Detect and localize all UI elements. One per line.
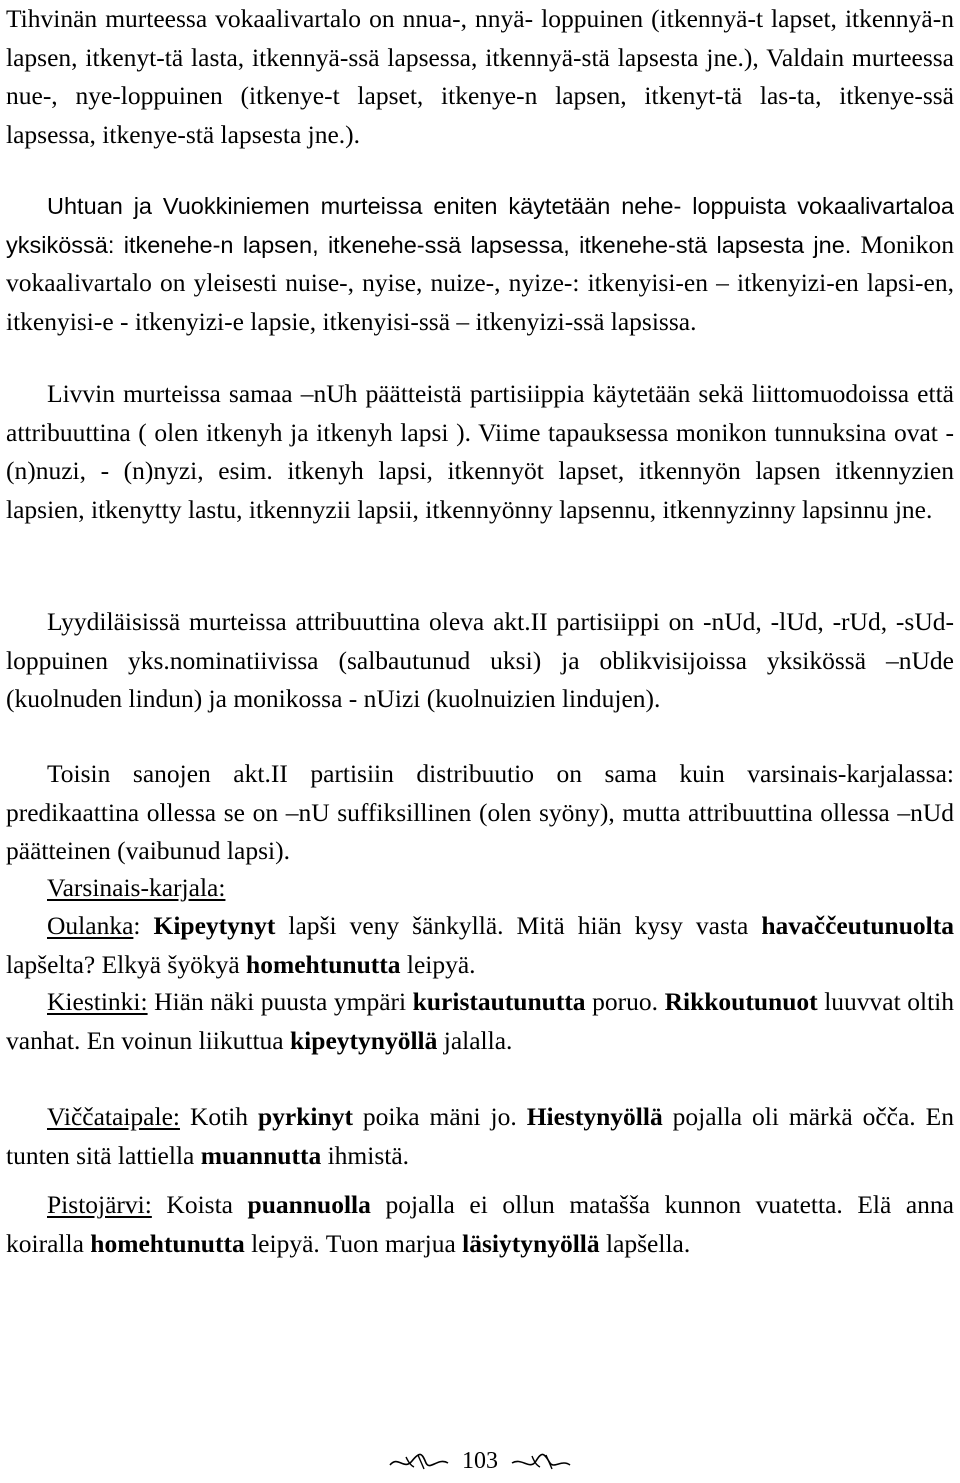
example-text: ihmistä. [321, 1140, 410, 1170]
example-text: lapši veny šänkyllä. Mitä hiän kysy vasta [275, 911, 762, 940]
paragraph-text: Monikon vokaalivartalo on yleisesti nuise-, nyise, nuize-, nyize-: itkenyisi-en – itkenyizi-en lapsi-en, itkenyisi-e - itkenyizi-e lapsie, itkenyisi-ssä – itkenyizi-ssä lapsissa. [6, 229, 954, 336]
bold-term: Rikkoutunuot [664, 987, 818, 1016]
bold-term: Kipeytynyt [153, 911, 276, 940]
example-oulanka [6, 907, 954, 984]
bold-term: pyrkinyt [258, 1102, 353, 1131]
example-text: poruo. [585, 987, 665, 1016]
bold-term: homehtunutta [90, 1228, 245, 1258]
paragraph-text: Lyydiläisissä murteissa attribuuttina oleva akt.II partisiippi on -nUd, -lUd, -rUd, -sUd-loppuinen yks.nominatiivissa (salbautunud uksi) ja oblikvisijoissa yksikössä –nUde (kuolnuden lindun) ja monikossa - nUizi (kuolnuizien lindujen). [6, 607, 954, 713]
paragraph-text: Livvin murteissa samaa –nUh päätteistä partisiippia käytetään sekä liittomuodoissa että attribuuttina ( olen itkenyh ja itkenyh lapsi ). Viime tapauksessa monikon tunnuksina ovat -(n)nuzi, - (n)nyzi, esim. itkenyh lapsi, itkennyöt lapset, itkennyön lapsen itkennyzien lapsien, itkenytty lastu, itkennyzii lapsii, itkennyönny lapsennu, itkennyzinny lapsinnu jne. [6, 379, 954, 524]
bold-term: havaččeutunuolta [761, 911, 954, 940]
paragraph-toisin [6, 755, 954, 871]
bold-term: muannutta [200, 1140, 322, 1170]
example-text: Hiän näki puusta ympäri [147, 987, 413, 1016]
bold-term: läsiytynyöllä [462, 1228, 600, 1258]
bold-term: kuristautunutta [412, 987, 586, 1016]
paragraph-tihvina [6, 0, 954, 154]
example-text: jalalla. [437, 1025, 513, 1055]
heading-varsinais-karjala: Varsinais-karjala: [47, 873, 226, 902]
example-text: lapšelta? Elkyä šyökyä [6, 949, 247, 979]
page-number: 103 [462, 1448, 498, 1474]
bold-term: Hiestynyöllä [526, 1102, 663, 1131]
bold-term: puannuolla [247, 1190, 371, 1219]
paragraph-uhtua [6, 187, 954, 341]
example-text: leipyä. Tuon marjua [244, 1228, 463, 1258]
example-text: lapšella. [599, 1228, 691, 1258]
flourish-ornament-icon [388, 1451, 450, 1473]
example-vikkataipale [6, 1098, 954, 1175]
example-kiestinki [6, 983, 954, 1060]
example-text: leipyä. [400, 949, 476, 979]
bold-term: homehtunutta [246, 949, 401, 979]
place-name: Pistojärvi: [47, 1190, 152, 1219]
example-text: Kotih [179, 1102, 258, 1131]
example-text: : [133, 911, 154, 940]
example-text: Koista [151, 1190, 248, 1219]
flourish-ornament-icon [510, 1451, 572, 1473]
example-pistojarvi [6, 1186, 954, 1263]
place-name: Oulanka [47, 911, 134, 940]
example-text: poika mäni jo. [352, 1102, 527, 1131]
bold-term: kipeytynyöllä [290, 1025, 438, 1055]
place-name: Viččataipale: [47, 1102, 180, 1131]
paragraph-livvi [6, 375, 954, 529]
page-footer [0, 1448, 960, 1478]
place-name: Kiestinki: [47, 987, 148, 1016]
paragraph-lyydi [6, 603, 954, 719]
paragraph-text-sans: Uhtuan ja Vuokkiniemen murteissa eniten käytetään nehe- loppuista vokaalivartaloa yksikössä: itkenehe-n lapsen, itkenehe-ssä lapsessa, itkenehe-stä lapsesta jne. [6, 193, 954, 258]
example-text: pojalla ei ollun matašša kunnon vuatetta. Elä anna koiralla [6, 1190, 954, 1258]
paragraph-text: Tihvinän murteessa vokaalivartalo on nnua-, nnyä- loppuinen (itkennyä-t lapset, itkennyä-n lapsen, itkenyt-tä lasta, itkennyä-ssä lapsessa, itkennyä-stä lapsesta jne.), Valdain murteessa nue-, nye-loppuinen (itkenye-t lapset, itkenye-n lapsen, itkenyt-tä las-ta, itkenye-ssä lapsessa, itkenye-stä lapsesta jne.). [6, 4, 954, 149]
paragraph-text: Toisin sanojen akt.II partisiin distribuutio on sama kuin varsinais-karjalassa: predikaattina ollessa se on –nU suffiksillinen (olen syöny), mutta attribuuttina ollessa –nUd päätteinen (vaibunud lapsi). [6, 759, 954, 865]
section-heading [6, 869, 225, 908]
example-text: pojalla oli märkä očča. En tunten sitä lattiella [6, 1102, 954, 1170]
example-text: luuvvat oltih vanhat. En voinun liikuttua [6, 987, 955, 1055]
